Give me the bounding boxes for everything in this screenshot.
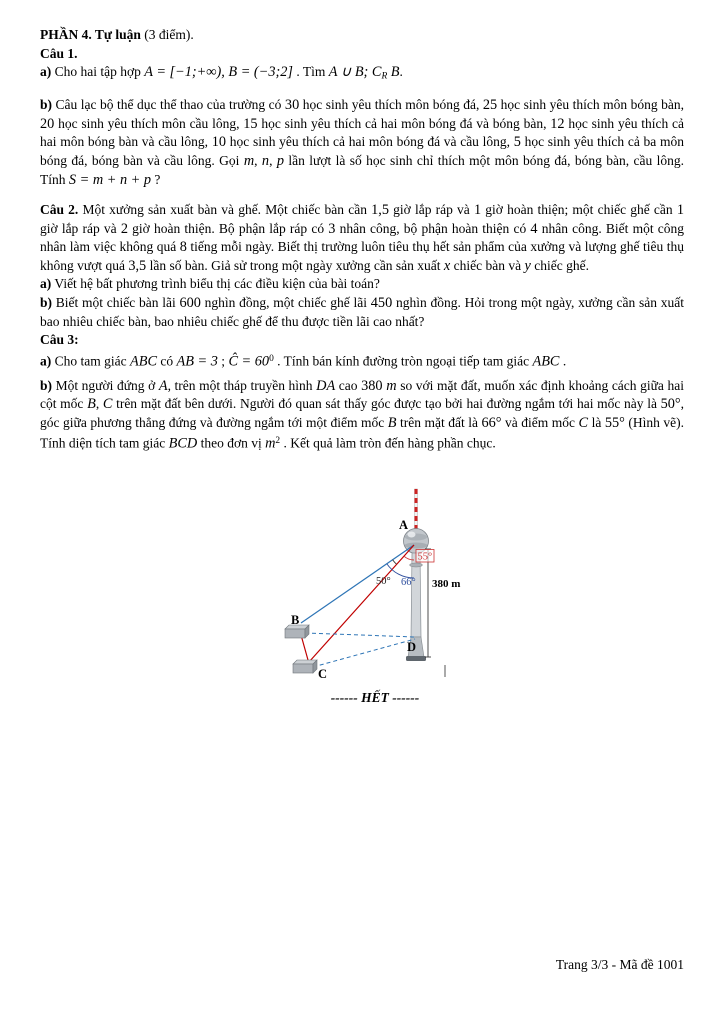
- ground-line-bc: [301, 635, 308, 660]
- part4-heading: PHẦN 4. Tự luận (3 điểm).: [40, 27, 194, 42]
- question-3-heading: Câu 3:: [40, 332, 79, 348]
- page-footer: Trang 3/3 - Mã đề 1001: [555, 957, 684, 972]
- question-3-part-b: b) Một người đứng ở A, trên một tháp truyền hình DA cao 380 m so với mặt đất, muốn xác định khoảng cách giữa hai cột mốc B, C trên mặt đất bên dưới. Người đó quan sát thấy góc được tạo bởi hai đường ngắm tới hai mốc này là 50°, góc giữa phương thẳng đứng và đường ngắm tới một điểm mốc B trên mặt đất là 66° và điểm mốc C là 55° (Hình vẽ). Tính diện tích tam giác BCD theo đơn vị $m^2$ . Kết quả làm tròn đến hàng phần chục.: [40, 377, 684, 452]
- tower-figure: [275, 487, 475, 687]
- tower-antenna-icon: [415, 489, 418, 529]
- height-380m-label: 380 m: [432, 578, 461, 591]
- question-3-part-a: a) Cho tam giác ABC có AB = 3 ; Ĉ = $60^0$ . Tính bán kính đường tròn ngoại tiếp tam giác ABC .: [40, 353, 567, 370]
- sight-line-ac: [309, 545, 417, 662]
- angle-arc-50: [393, 560, 397, 565]
- point-d-label: D: [407, 640, 417, 655]
- angle-55-label: 55°: [417, 551, 433, 563]
- question-1-part-b: b) Câu lạc bộ thể dục thể thao của trường có 30 học sinh yêu thích môn bóng đá, 25 học sinh yêu thích môn bóng bàn, 20 học sinh yêu thích môn cầu lông, 15 học sinh yêu thích cả hai môn bóng đá và bóng bàn, 12 học sinh yêu thích cả hai môn bóng bàn và cầu lông, 10 học sinh yêu thích cả hai môn bóng đá và cầu lông, 5 học sinh yêu thích cả ba môn bóng đá, bóng bàn và cầu lông. Gọi m, n, p lần lượt là số học sinh chỉ thích một môn bóng đá, bóng bàn, cầu lông. Tính S = m + n + p ?: [40, 97, 685, 188]
- marker-box-c: [293, 660, 317, 673]
- question-1-heading: Câu 1.: [40, 45, 78, 61]
- point-c-label: C: [318, 667, 328, 682]
- question-2-part-b: b) Biết một chiếc bàn lãi 600 nghìn đồng, một chiếc ghế lãi 450 nghìn đồng. Hỏi trong một ngày, xưởng cần sản xuất bao nhiêu chiếc bàn, bao nhiêu chiếc ghế để thu được tiền lãi cao nhất?: [40, 295, 684, 329]
- height-measure-line: [425, 549, 431, 657]
- question-2-statement: Câu 2. Một xưởng sản xuất bàn và ghế. Một chiếc bàn cần 1,5 giờ lắp ráp và 1 giờ hoàn thiện; một chiếc ghế cần 1 giờ lắp ráp và 2 giờ hoàn thiện. Bộ phận lắp ráp có 3 nhân công, bộ phận hoàn thiện có 4 nhân công. Biết một công nhân làm việc không quá 8 tiếng mỗi ngày. Biết thị trường luôn tiêu thụ hết sản phẩm của xưởng và lượng ghế tiêu thụ không vượt quá 3,5 lần số bàn. Giả sử trong một ngày xưởng cần sản xuất x chiếc bàn và y chiếc ghế.: [40, 202, 684, 274]
- question-2-part-a: a) Viết hệ bất phương trình biểu thị các điều kiện của bài toán?: [40, 276, 380, 292]
- ground-line-bd: [305, 633, 415, 637]
- tower-figure-area: [40, 487, 684, 687]
- point-b-label: B: [291, 613, 300, 628]
- question-1-part-a: a) Cho hai tập hợp A = [−1;+∞), B = (−3;2] . Tìm A ∪ B; CR B.: [40, 64, 403, 82]
- end-marker: ------ HẾT ------: [330, 690, 420, 706]
- angle-66-label: 66°: [401, 577, 416, 589]
- angle-50-label: 50°: [376, 576, 391, 588]
- point-a-label: A: [399, 518, 409, 533]
- ground-line-cd: [313, 639, 415, 667]
- sight-line-ab: [301, 545, 414, 623]
